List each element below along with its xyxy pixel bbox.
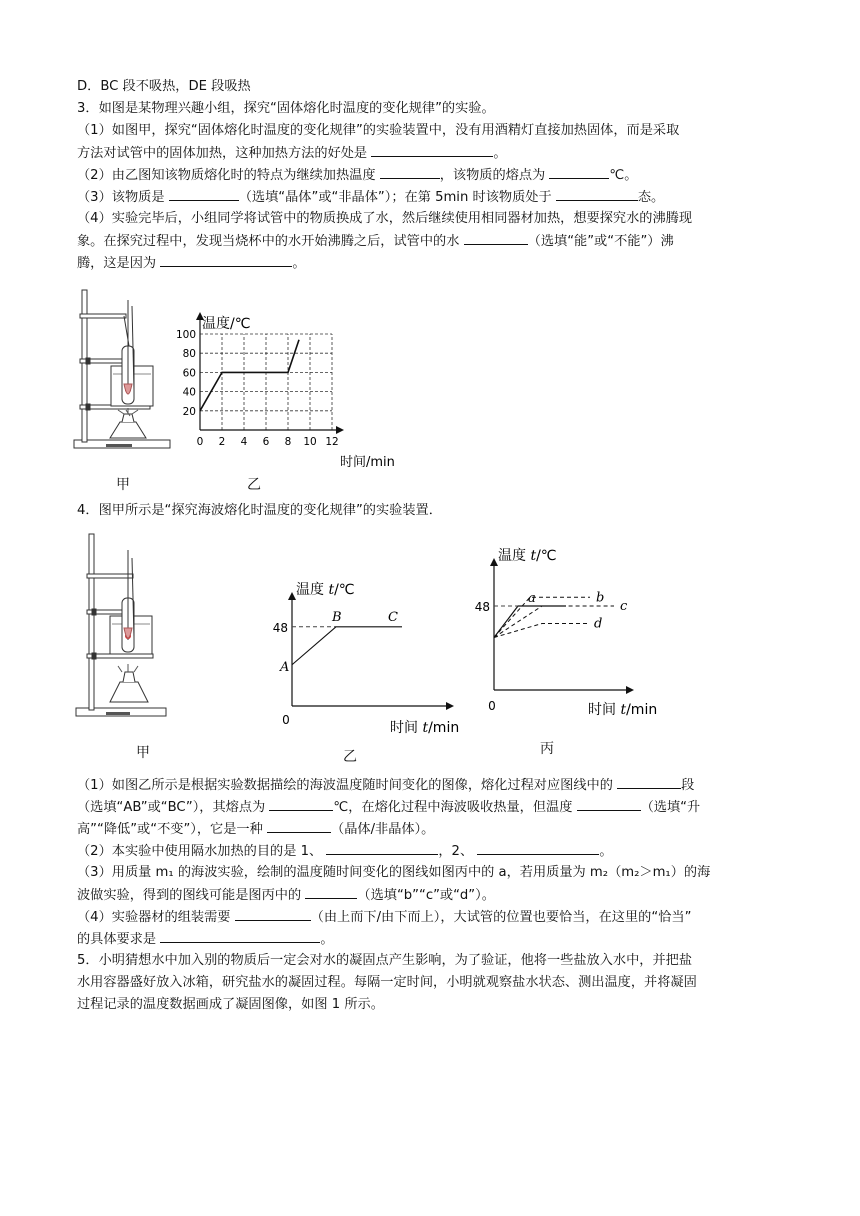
q4-part4-end: 。 — [320, 932, 334, 947]
q4-part1-end2: （选填“升 — [640, 800, 701, 815]
q3-part4-line3 — [77, 252, 306, 275]
q3-part2 — [77, 164, 637, 187]
q4-title: 4．图甲所示是“探究海波熔化时温度的变化规律”的实验装置． — [77, 503, 442, 518]
q4-part3-end: （选填“b”“c”或“d”）。 — [357, 888, 495, 903]
q4-part2 — [77, 840, 613, 863]
q4-part1-line2 — [77, 796, 700, 819]
x-axis-label: 时间/min — [340, 455, 395, 470]
q4-part1-line3 — [77, 818, 434, 841]
series-line — [292, 627, 402, 665]
answer-blank[interactable] — [305, 884, 357, 899]
q4-part2-text: （2）本实验中使用隔水加热的目的是 1、 — [77, 844, 323, 859]
q3-part1-text: 方法对试管中的固体加热，这种加热方法的好处是 — [77, 146, 368, 161]
point-label-a: A — [280, 659, 290, 675]
q3-temperature-chart — [175, 306, 395, 474]
q4-part2-mid: ，2、 — [438, 844, 474, 859]
y-tick-label: 60 — [182, 367, 196, 380]
q4-part1-text3: 高”“降低”或“不变”），它是一种 — [77, 822, 263, 837]
q5-line3: 过程记录的温度数据画成了凝固图像，如图 1 所示。 — [77, 997, 384, 1012]
y-axis-arrow-icon — [490, 558, 498, 566]
q3-part2-mid: ，该物质的熔点为 — [439, 168, 546, 183]
q3-fig-label-yi: 乙 — [247, 477, 261, 493]
q4-part4-text2: 的具体要求是 — [77, 932, 157, 947]
answer-blank[interactable] — [269, 796, 333, 811]
y-tick-label: 100 — [175, 329, 196, 341]
q4-part4-mid: （由上而下/由下而上），大试管的位置也要恰当，在这里的“恰当” — [310, 910, 692, 925]
answer-blank[interactable] — [326, 840, 438, 855]
answer-blank[interactable] — [235, 906, 311, 921]
x-axis-arrow-icon — [336, 426, 344, 434]
x-axis-arrow-icon — [446, 702, 454, 710]
q3-part3-end: 态。 — [637, 190, 665, 205]
x-tick-label: 12 — [325, 436, 339, 448]
q3-part1-line1: （1）如图甲，探究“固体熔化时温度的变化规律”的实验装置中，没有用酒精灯直接加热固体，而是采取 — [77, 123, 680, 138]
q5-line1: 5．小明猜想水中加入别的物质后一定会对水的凝固点产生影响，为了验证，他将一些盐放入水中，并把盐 — [77, 953, 693, 968]
q4-fig-label-bing: 丙 — [540, 741, 554, 757]
answer-blank[interactable] — [160, 252, 292, 267]
q4-part4-line2 — [77, 928, 334, 951]
q3-part1-line2 — [77, 142, 507, 165]
q3-part2-text: （2）由乙图知该物质熔化时的特点为继续加热温度 — [77, 168, 376, 183]
y-tick-label: 80 — [182, 348, 196, 361]
series-line-d — [494, 624, 590, 638]
origin-label: 0 — [282, 713, 290, 727]
series-line-a — [494, 606, 566, 638]
q3-part3-text: （3）该物质是 — [77, 190, 165, 205]
point-label-b: B — [332, 609, 342, 625]
q4-part4-line1 — [77, 906, 691, 929]
x-tick-label: 10 — [303, 436, 317, 448]
q3-title: 3．如图是某物理兴趣小组，探究“固体熔化时温度的变化规律”的实验。 — [77, 101, 495, 116]
y-tick-label: 48 — [474, 600, 490, 614]
q3-part4-text2: 腾，这是因为 — [77, 256, 157, 271]
answer-blank[interactable] — [617, 774, 681, 789]
iron-stand-icon — [76, 534, 166, 716]
answer-blank[interactable] — [380, 164, 440, 179]
y-axis-label: 温度 t/℃ — [296, 582, 355, 598]
q4-part1-end: 段 — [681, 778, 695, 793]
y-tick-label: 40 — [182, 386, 196, 399]
q3-part4-end: 。 — [292, 256, 306, 271]
q3-part1-end: 。 — [493, 146, 507, 161]
answer-blank[interactable] — [577, 796, 641, 811]
q4-part1-end3: （晶体/非晶体）。 — [331, 822, 435, 837]
series-label-c: c — [620, 599, 628, 614]
iron-stand-icon — [74, 290, 170, 448]
q4-part3-text: 波做实验，得到的图线可能是图丙中的 — [77, 888, 302, 903]
q4-part1-mid: ℃，在熔化过程中海波吸收热量，但温度 — [333, 800, 573, 815]
origin-label: 0 — [488, 699, 496, 713]
series-label-a: a — [528, 591, 536, 606]
q4-part1-text: （1）如图乙所示是根据实验数据描绘的海波温度随时间变化的图像，熔化过程对应图线中的 — [77, 778, 613, 793]
x-tick-label: 8 — [284, 436, 292, 448]
series-line-b — [494, 597, 590, 637]
q3-part4-mid: （选填“能”或“不能”）沸 — [527, 234, 674, 249]
q3-part3 — [77, 186, 664, 209]
x-tick-label: 4 — [240, 436, 248, 448]
x-tick-label: 0 — [196, 436, 204, 448]
q4-fig-label-yi: 乙 — [343, 749, 357, 765]
q4-part1-line1 — [77, 774, 694, 797]
y-tick-label: 48 — [272, 620, 288, 635]
q3-part4-text: 象。在探究过程中，发现当烧杯中的水开始沸腾之后，试管中的水 — [77, 234, 460, 249]
q4-part3-line1: （3）用质量 m₁ 的海波实验，绘制的温度随时间变化的图线如图丙中的 a，若用质量为 m₂（m₂＞m₁）的海 — [77, 865, 711, 880]
x-tick-label: 6 — [262, 436, 270, 448]
answer-blank[interactable] — [556, 186, 638, 201]
x-axis-label: 时间 t/min — [588, 702, 658, 718]
answer-blank[interactable] — [267, 818, 331, 833]
q4-comparison-chart — [470, 540, 700, 720]
q4-part3-line2 — [77, 884, 495, 907]
answer-blank[interactable] — [549, 164, 609, 179]
q3-part4-line1: （4）实验完毕后，小组同学将试管中的物质换成了水，然后继续使用相同器材加热，想要探究水的沸腾现 — [77, 211, 693, 226]
x-axis-label: 时间 t/min — [390, 720, 460, 736]
x-tick-label: 2 — [218, 436, 226, 448]
answer-blank[interactable] — [464, 230, 528, 245]
series-label-b: b — [596, 590, 605, 606]
answer-blank[interactable] — [160, 928, 320, 943]
answer-blank[interactable] — [477, 840, 599, 855]
y-axis-arrow-icon — [288, 592, 296, 600]
answer-blank[interactable] — [371, 142, 493, 157]
q4-part4-text: （4）实验器材的组装需要 — [77, 910, 231, 925]
q4-apparatus-figure — [72, 532, 174, 722]
q3-part2-end: ℃。 — [609, 168, 638, 183]
q4-melting-chart — [270, 566, 470, 736]
y-axis-label: 温度/℃ — [202, 316, 251, 332]
q4-part2-end: 。 — [599, 844, 613, 859]
q3-apparatus-figure — [72, 286, 174, 470]
q4-fig-label-jia: 甲 — [136, 745, 150, 761]
q5-line2: 水用容器盛好放入冰箱，研究盐水的凝固过程。每隔一定时间，小明就观察盐水状态、测出温度，并将凝固 — [77, 975, 697, 990]
answer-blank[interactable] — [169, 186, 239, 201]
series-label-d: d — [594, 616, 603, 632]
y-axis-label: 温度 t/℃ — [498, 548, 557, 564]
point-label-c: C — [388, 609, 398, 625]
q3-fig-label-jia: 甲 — [116, 477, 130, 493]
series-line — [200, 340, 299, 411]
option-d: D．BC 段不吸热，DE 段吸热 — [77, 79, 251, 94]
q3-part3-mid: （选填“晶体”或“非晶体”）；在第 5min 时该物质处于 — [238, 190, 552, 205]
q3-part4-line2 — [77, 230, 674, 253]
y-tick-label: 20 — [182, 405, 196, 418]
x-axis-arrow-icon — [626, 686, 634, 694]
q4-part1-text2: （选填“AB”或“BC”），其熔点为 — [77, 800, 266, 815]
